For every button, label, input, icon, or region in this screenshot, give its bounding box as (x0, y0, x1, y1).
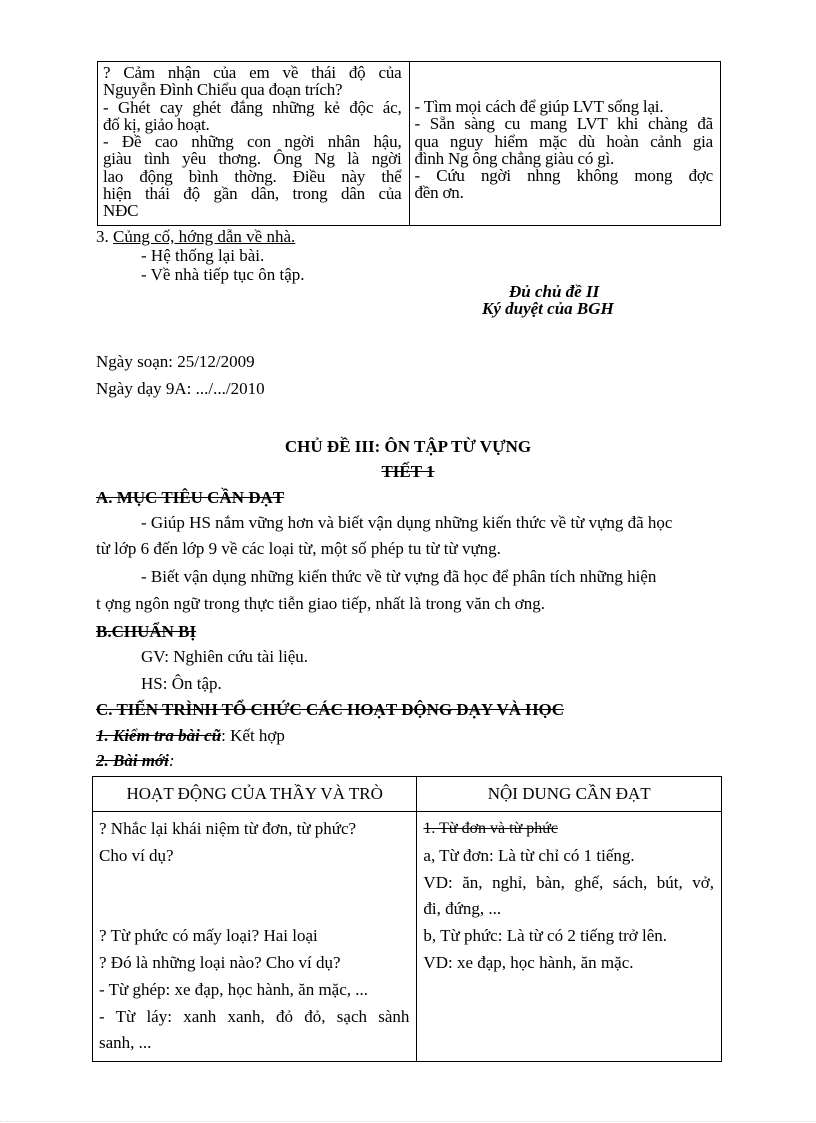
text-line: - Từ ghép: xe đạp, học hành, ăn mặc, ... (99, 979, 369, 999)
col-header-content: NỘI DUNG CẦN ĐẠT (417, 777, 722, 812)
text-line: - Từ láy: xanh xanh, đỏ đỏ, sạch sành (99, 1006, 410, 1026)
text-line: ? Đó là những loại nào? Cho ví dụ? (99, 952, 341, 972)
new-lesson-colon: : (168, 751, 175, 770)
review-table (97, 61, 721, 226)
text-line: đi, đứng, ... (423, 899, 502, 919)
text-line: lao động bình thờng. Điều này thể (103, 166, 402, 186)
approval-line2: Ký duyệt của BGH (482, 299, 614, 318)
text-line: Nguyễn Đình Chiểu qua đoạn trích? (103, 80, 343, 100)
page-bottom-divider (0, 1121, 816, 1122)
text-line: VD: xe đạp, học hành, ăn mặc. (423, 952, 634, 972)
text-line: - Ghét cay ghét đắng những kẻ độc ác, (103, 97, 402, 117)
section3-title: Củng cố, hớng dẫn về nhà. (113, 227, 296, 246)
sectionB-heading: B.CHUẨN BỊ (96, 622, 197, 641)
lesson-table (92, 776, 722, 1062)
text-line: đền ơn. (414, 183, 464, 203)
section3-number: 3. (96, 227, 109, 246)
text-line: - Sẵn sàng cu mang LVT khi chàng đã (414, 114, 713, 134)
text-line: hiện thái độ gần dân, trong dân của (103, 184, 402, 204)
text-line: - Cứu ngời nhng không mong đợc (414, 166, 713, 186)
content-cell (417, 812, 722, 1062)
review-left-cell (98, 62, 410, 226)
page-title: CHỦ ĐỀ III: ÔN TẬP TỪ VỰNG (284, 437, 532, 456)
text-line: NĐC (103, 201, 139, 221)
sectionC-heading: C. TIẾN TRÌNH TỔ CHỨC CÁC HOẠT ĐỘNG DẠY VÀ HỌC (96, 700, 565, 719)
review-right-cell (409, 62, 721, 226)
activities-cell (93, 812, 417, 1062)
text-line: a, Từ đơn: Là từ chỉ có 1 tiếng. (423, 845, 635, 865)
section3-item: - Về nhà tiếp tục ôn tập. (141, 265, 305, 284)
text-line: - Đề cao những con ngời nhân hậu, (103, 132, 402, 152)
sectionA-heading: A. MỤC TIÊU CẦN ĐẠT (96, 488, 285, 507)
new-lesson-label: 2. Bài mới (96, 751, 169, 770)
text-line: đình Ng ông chẳng giàu có gì. (414, 148, 615, 168)
content-heading: 1. Từ đơn và từ phức (423, 820, 559, 837)
section3-item: - Hệ thống lại bài. (141, 246, 265, 265)
text-line: qua nguy hiểm mặc dù hoàn cảnh gia (414, 131, 713, 151)
check-label: 1. Kiểm tra bài cũ (96, 726, 222, 745)
check-old-lesson (96, 725, 285, 748)
text-line: ? Từ phức có mấy loại? Hai loại (99, 926, 318, 946)
text-line: VD: ăn, nghỉ, bàn, ghế, sách, bút, vở, (423, 872, 714, 892)
text-line: sanh, ... (99, 1033, 152, 1053)
col-header-activities: HOẠT ĐỘNG CỦA THẦY VÀ TRÒ (93, 777, 417, 812)
sectionB-hs: HS: Ôn tập. (141, 674, 222, 693)
text-line: - Tìm mọi cách để giúp LVT sống lại. (414, 97, 664, 116)
period-label: TIẾT 1 (381, 462, 435, 481)
sectionA-para2-line1: - Biết vận dụng những kiến thức về từ vựng đã học để phân tích những hiện (141, 567, 657, 586)
text-line: ? Cảm nhận của em về thái độ của (103, 63, 402, 82)
text-line: Cho ví dụ? (99, 845, 174, 865)
check-value: : Kết hợp (221, 726, 285, 745)
sectionA-para1-line1: - Giúp HS nắm vững hơn và biết vận dụng những kiến thức về từ vựng đã học (141, 513, 673, 532)
new-lesson (96, 750, 175, 773)
blank-line (99, 896, 409, 923)
date-taught: Ngày dạy 9A: .../.../2010 (96, 379, 265, 398)
date-prepared: Ngày soạn: 25/12/2009 (96, 352, 255, 371)
text-line: đố kị, giảo hoạt. (103, 114, 210, 134)
sectionB-gv: GV: Nghiên cứu tài liệu. (141, 647, 309, 666)
text-line: ? Nhắc lại khái niệm từ đơn, từ phức? (99, 819, 357, 838)
text-line: giàu tình yêu thơng. Ông Ng là ngời (103, 149, 402, 169)
approval-line1: Đủ chủ đề II (509, 282, 600, 301)
blank-line (99, 870, 409, 897)
sectionA-para2-line2: t ợng ngôn ngữ trong thực tiễn giao tiếp, nhất là trong văn ch ơng. (96, 594, 546, 613)
sectionA-para1-line2: từ lớp 6 đến lớp 9 về các loại từ, một số phép tu từ từ vựng. (96, 539, 501, 558)
text-line: b, Từ phức: Là từ có 2 tiếng trở lên. (423, 926, 667, 946)
